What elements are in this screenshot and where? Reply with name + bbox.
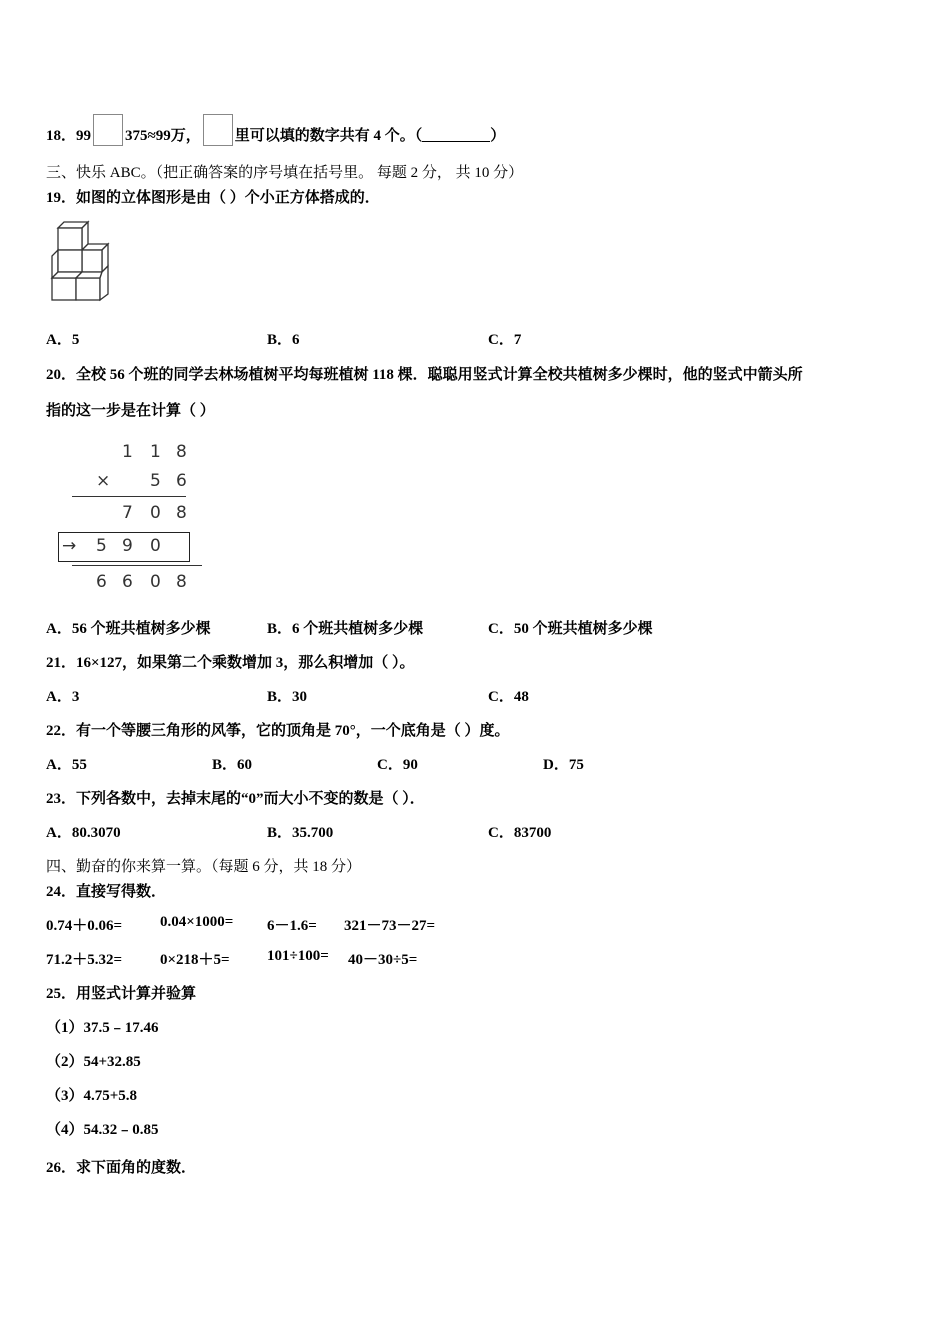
q22-option-c[interactable]: C．90	[377, 757, 418, 773]
calc-digit: 8	[176, 503, 187, 523]
calc-item: 40－30÷5=	[348, 952, 418, 968]
question-26: 26．求下面角的度数．	[46, 1160, 197, 1176]
question-24: 24．直接写得数．	[46, 884, 167, 900]
q21-option-b[interactable]: B．30	[267, 689, 308, 705]
question-18	[46, 114, 505, 146]
calc-digit: 6	[96, 572, 107, 592]
calc-item: 101÷100=	[267, 948, 329, 964]
q18-part-a: 99	[76, 128, 92, 144]
section-4-heading: 四、勤奋的你来算一算。（每题 6 分，共 18 分）	[46, 859, 362, 875]
calc-digit: 5	[96, 536, 107, 556]
calc-digit: 0	[150, 503, 161, 523]
calc-digit: 6	[176, 471, 187, 491]
q22-option-b[interactable]: B．60	[212, 757, 253, 773]
q18-box-2[interactable]	[203, 114, 233, 146]
q18-number: 18．	[46, 128, 77, 144]
q19-option-c[interactable]: C．7	[488, 332, 522, 348]
q18-part-f: 个。（	[384, 128, 423, 144]
calc-digit: 6	[122, 572, 133, 592]
q18-part-e: 4	[373, 128, 382, 144]
q18-answer-blank[interactable]	[422, 127, 490, 142]
q20-option-c[interactable]: C．50 个班共植树多少棵	[488, 621, 653, 637]
vertical-multiplication	[56, 438, 216, 598]
cube-stack-figure	[46, 218, 116, 302]
question-20-line-2: 指的这一步是在计算（ ）	[46, 403, 215, 419]
calc-rule-2	[72, 565, 202, 566]
calc-digit: 1	[122, 442, 133, 462]
question-23: 23．下列各数中，去掉末尾的“0”而大小不变的数是（ ）．	[46, 791, 425, 807]
calc-digit: 8	[176, 442, 187, 462]
calc-item: 0.04×1000=	[160, 914, 234, 930]
calc-digit: 5	[150, 471, 161, 491]
q21-option-a[interactable]: A．3	[46, 689, 80, 705]
calc-digit: 0	[150, 536, 161, 556]
q20-option-a[interactable]: A．56 个班共植树多少棵	[46, 621, 211, 637]
calc-digit: 8	[176, 572, 187, 592]
calc-item: 0×218＋5=	[160, 952, 230, 968]
q22-option-d[interactable]: D．75	[543, 757, 584, 773]
calc-item: 0.74＋0.06=	[46, 918, 123, 934]
calc-rule-1	[72, 496, 186, 497]
question-19: 19．如图的立体图形是由（ ）个小正方体搭成的．	[46, 190, 380, 206]
calc-digit: 7	[122, 503, 133, 523]
question-22: 22．有一个等腰三角形的风筝，它的顶角是 70°，一个底角是（ ）度。	[46, 723, 510, 739]
q25-item-1: （1）37.5﹣17.46	[46, 1020, 159, 1036]
q18-part-d: 里可以填的数字共有	[234, 128, 370, 144]
question-20-line-1: 20．全校 56 个班的同学去林场植树平均每班植树 118 棵．聪聪用竖式计算全校共植树多少棵时，他的竖式中箭头所	[46, 367, 803, 383]
calc-item: 321－73－27=	[344, 918, 436, 934]
section-3-heading: 三、快乐 ABC。（把正确答案的序号填在括号里。 每题 2 分， 共 10 分）	[46, 165, 524, 181]
q23-option-a[interactable]: A．80.3070	[46, 825, 121, 841]
q25-item-3: （3）4.75+5.8	[46, 1088, 138, 1104]
calc-digit: 0	[150, 572, 161, 592]
q18-part-g: ）	[490, 128, 506, 144]
q18-box-1[interactable]	[93, 114, 123, 146]
question-25: 25．用竖式计算并验算	[46, 986, 197, 1002]
q19-option-b[interactable]: B．6	[267, 332, 300, 348]
q19-option-a[interactable]: A．5	[46, 332, 80, 348]
q25-item-2: （2）54+32.85	[46, 1054, 141, 1070]
arrow-icon: →	[62, 536, 77, 556]
q22-option-a[interactable]: A．55	[46, 757, 87, 773]
q18-part-b: 375≈99	[125, 128, 171, 144]
calc-times-sign: ×	[96, 471, 111, 491]
q25-item-4: （4）54.32﹣0.85	[46, 1122, 159, 1138]
calc-digit: 1	[150, 442, 161, 462]
q23-option-b[interactable]: B．35.700	[267, 825, 334, 841]
q20-option-b[interactable]: B．6 个班共植树多少棵	[267, 621, 424, 637]
q21-option-c[interactable]: C．48	[488, 689, 529, 705]
calc-item: 71.2＋5.32=	[46, 952, 123, 968]
question-21: 21．16×127，如果第二个乘数增加 3，那么积增加（ ）。	[46, 655, 415, 671]
calc-item: 6－1.6=	[267, 918, 317, 934]
q18-part-c: 万，	[170, 128, 201, 144]
q23-option-c[interactable]: C．83700	[488, 825, 552, 841]
calc-digit: 9	[122, 536, 133, 556]
